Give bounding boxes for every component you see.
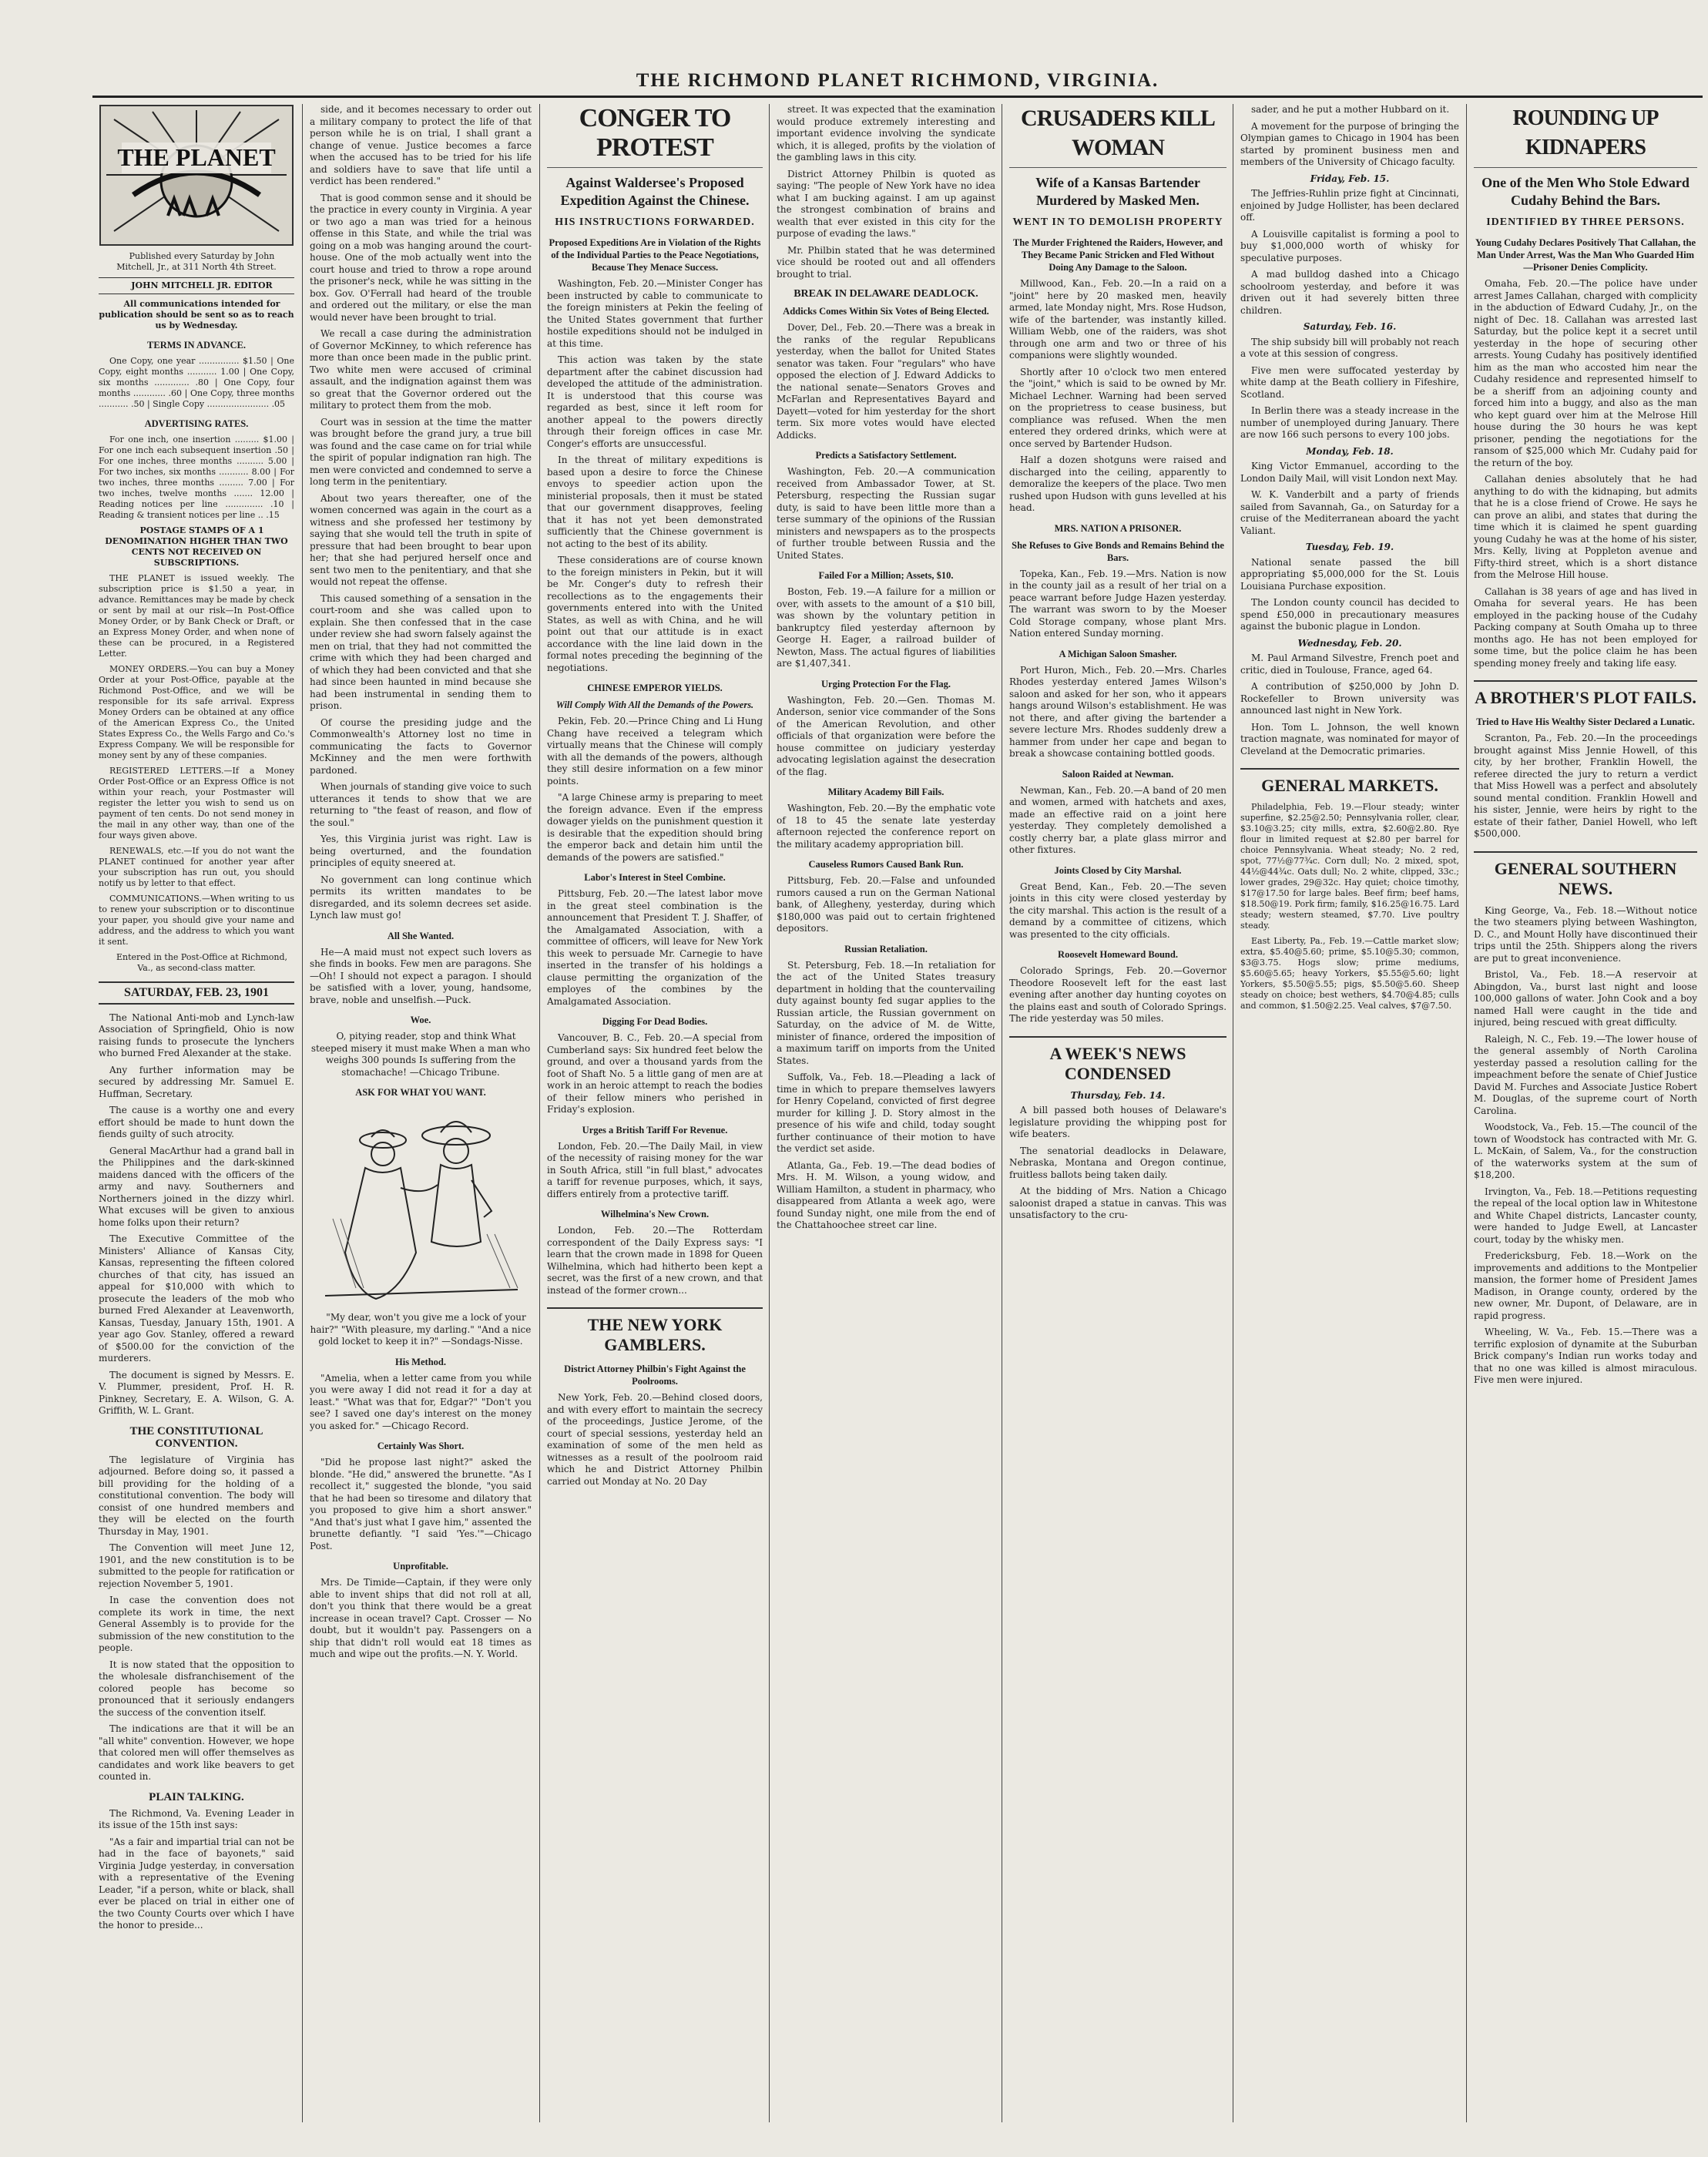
article-paragraph: Pittsburg, Feb. 20.—The latest labor move in the great steel combination is the announcement that President T. J. Shaffer, of the Amalgamated Association, with a committee of officers, will leave for New York this week to persuade Mr. Carnegie to have inserted in the transfer of his holdings a clause permitting the organization of the employes of the combines by the Amalgamated Association. bbox=[547, 888, 763, 1007]
terms-text: One Copy, one year ............... $1.50 | One Copy, eight months ........... 1.00 | One Copy, six months ............. .80 | One Copy, four months ............ .60 | One Copy, three months ........... .50 | Single Copy ....................... .05 bbox=[99, 356, 294, 409]
kicker: HIS INSTRUCTIONS FORWARDED. bbox=[555, 216, 755, 228]
article-paragraph: Vancouver, B. C., Feb. 20.—A special from Cumberland says: Six hundred feet below the ground, and over a thousand yards from the foot of Shaft No. 5 a little gang of men are at work in an heroic attempt to reach the bodies of their fellow miners who perished in Friday's explosion. bbox=[547, 1032, 763, 1115]
subhead: The Murder Frightened the Raiders, However, and They Became Panic Stricken and Fled Without Doing Any Damage to the Saloon. bbox=[1012, 237, 1223, 273]
column-rule bbox=[539, 104, 540, 2122]
column-two bbox=[310, 104, 532, 2122]
headline-brothers-plot: A BROTHER'S PLOT FAILS. bbox=[1474, 680, 1697, 708]
article-paragraph: Woodstock, Va., Feb. 15.—The council of the town of Woodstock has contracted with Mr. G. L. McKain, of Salem, Va., for the construction of the waterworks system at the sum of $18,200. bbox=[1474, 1122, 1697, 1180]
article-paragraph: Millwood, Kan., Feb. 20.—In a raid on a "joint" here by 20 masked men, heavily armed, late Monday night, Mrs. Rose Hudson, wife of the bartender, was instantly killed. William Webb, one of the raiders, was shot through one arm and two or three of his companions were slightly wounded. bbox=[1009, 278, 1226, 361]
article-paragraph: Washington, Feb. 20.—Gen. Thomas M. Anderson, senior vice commander of the Sons of the American Revolution, and other officials of that organization were before the house committee on judiciary yesterday advocating legislation against the desecration of the flag. bbox=[777, 694, 995, 777]
humor-heading: His Method. bbox=[395, 1356, 446, 1367]
article-paragraph: Irvington, Va., Feb. 18.—Petitions requesting the repeal of the local option law in Whitestone and White Chapel districts, Lancaster county, were handed to Judge Ewell, at Lancaster court, today by the whisky men. bbox=[1474, 1186, 1697, 1245]
article-paragraph: Raleigh, N. C., Feb. 19.—The lower house of the general assembly of North Carolina yesterday passed a resolution calling for the impeachment before the senate of Chief Justice David M. Furches and Associate Justice Robert M. Douglas, of the supreme court of North Carolina. bbox=[1474, 1033, 1697, 1116]
convention-paragraph: The legislature of Virginia has adjourned. Before doing so, it passed a bill providing for the holding of a constitutional convention. The body will consist of one hundred members and they will be elected on the fourth Thursday in May, 1901. bbox=[99, 1454, 294, 1537]
article-paragraph: Wheeling, W. Va., Feb. 15.—There was a terrific explosion of dynamite at the Suburban Brick company's Indian run works today and that no one was killed is almost miraculous. Five men were injured. bbox=[1474, 1327, 1697, 1385]
article-paragraph: Hon. Tom L. Johnson, the well known traction magnate, was nominated for mayor of Cleveland at the Democratic primaries. bbox=[1240, 721, 1459, 756]
article-paragraph: That is good common sense and it should be the practice in every county in Virginia. A year or two ago a man was tried for a heinous offense in this State, and while the trial was going on a mob was hanging around the court-house. One of the mob actually went into the court house and tried to throw a rope around the prisoner's neck, while he was sitting in the box. Gov. O'Ferrall had heard of the trouble and ordered out the military, or else the man would never have been brought to trial. bbox=[310, 192, 532, 323]
article-paragraph: Fredericksburg, Feb. 18.—Work on the improvements and additions to the Montpelier mansion, the former home of President James Madison, in Orange county, ordered by the new owner, Mr. Dupont, of Delaware, are in rapid progress. bbox=[1474, 1250, 1697, 1321]
editorial-paragraph: The National Anti-mob and Lynch-law Association of Springfield, Ohio is now raising funds to prosecute the lynchers who burned Fred Alexander at the stake. bbox=[99, 1011, 294, 1058]
article-paragraph: Of course the presiding judge and the Commonwealth's Attorney lost no time in communicating the facts to Governor McKinney and the men were forthwith pardoned. bbox=[310, 716, 532, 776]
subhead: Predicts a Satisfactory Settlement. bbox=[815, 450, 957, 461]
article-paragraph: Washington, Feb. 20.—By the emphatic vote of 18 to 45 the senate late yesterday afternoon rejected the conference report on the military academy appropriation bill. bbox=[777, 803, 995, 850]
column-rule bbox=[302, 104, 303, 2122]
subhead: Proposed Expeditions Are in Violation of the Rights of the Individual Parties to the Peace Negotiations, Because They Menace Success. bbox=[549, 237, 761, 273]
market-report: Philadelphia, Feb. 19.—Flour steady; winter superfine, $2.25@2.50; Pennsylvania roller, clear, $3.10@3.25; city mills, extra, $2.60@2.80. Rye flour in limited request at $2.80 per barrel for choice Pennsylvania. Wheat steady; No. 2 red, spot, 77½@77¾c. Corn dull; No. 2 mixed, spot, 44½@44¾c. Oats dull; No. 2 white, clipped, 33c.; lower grades, 29@32c. Hay quiet; choice timothy, $17@17.50 for large bales. Beef firm; beef hams, $18.50@19. Pork firm; family, $16.25@16.75. Lard steady; western steamed, $7.70. Live poultry steady. bbox=[1240, 802, 1459, 931]
subhead: Failed For a Million; Assets, $10. bbox=[818, 570, 954, 581]
humor-text: Mrs. De Timide—Captain, if they were only able to invent ships that did not roll at all, don't you think that there would be a great increase in ocean travel? Capt. Crosser — No doubt, but it wouldn't pay. Passengers on a ship that didn't roll would eat 18 times as much and wipe out the profits.—N. Y. World. bbox=[310, 1577, 532, 1659]
article-paragraph: Five men were suffocated yesterday by white damp at the Beath colliery in Fifeshire, Scotland. bbox=[1240, 364, 1459, 400]
article-paragraph: We recall a case during the administration of Governor McKinney, to which reference has more than once been made in the public print. Two white men were accused of criminal assault, and the indignation against them was so great that the Governor ordered out the military to protect them from the mob. bbox=[310, 328, 532, 411]
kicker: WENT IN TO DEMOLISH PROPERTY bbox=[1012, 216, 1223, 228]
article-paragraph: Bristol, Va., Feb. 18.—A reservoir at Abingdon, Va., burst last night and loose 100,000 gallons of water. John Cook and a boy named Hall were caught in the tide and injured, being rescued with great difficulty. bbox=[1474, 969, 1697, 1028]
subhead: Military Academy Bill Fails. bbox=[827, 787, 945, 797]
day-heading: Wednesday, Feb. 20. bbox=[1297, 637, 1402, 649]
publisher-line: Published every Saturday by John Mitchell, Jr., at 311 North 4th Street. bbox=[116, 251, 277, 272]
illustration-caption: "My dear, won't you give me a lock of your hair?" "With pleasure, my darling." "And a nice gold locket to keep it in?" —Sondags-Nisse. bbox=[310, 1312, 532, 1347]
headline-crusaders: CRUSADERS KILL WOMAN bbox=[1009, 104, 1226, 168]
article-paragraph: District Attorney Philbin is quoted as saying: "The people of New York have no idea what I am bucking against. I am up against the strongest combination of brains and wealth that ever existed in this city for the purpose of evading the laws." bbox=[777, 168, 995, 239]
article-paragraph: This action was taken by the state department after the cabinet discussion had developed the attitude of the administration. It is understood that this course was regarded as best, since it left room for another appeal to the powers directly through their foreign offices in case Mr. Conger's efforts are unsuccessful. bbox=[547, 354, 763, 449]
day-heading: Friday, Feb. 15. bbox=[1310, 173, 1390, 184]
article-paragraph: The ship subsidy bill will probably not reach a vote at this session of congress. bbox=[1240, 336, 1459, 359]
headline-southern-news: GENERAL SOUTHERN NEWS. bbox=[1474, 851, 1697, 899]
article-paragraph: side, and it becomes necessary to order out a military company to protect the life of that person while he is on trial, I shall grant a change of venue. Justice becomes a farce when the accused has to be tried for his life and soldiers have to save that life until a verdict has been rendered." bbox=[310, 104, 532, 186]
editorial-paragraph: The document is signed by Messrs. E. V. Plummer, president, Prof. H. R. Pinkney, Secretary, E. A. Wilson, G. A. Griffith, W. L. Grant. bbox=[99, 1369, 294, 1416]
entered-notice: Entered in the Post-Office at Richmond, Va., as second-class matter. bbox=[116, 952, 288, 973]
article-paragraph: sader, and he put a mother Hubbard on it. bbox=[1251, 104, 1450, 115]
article-paragraph: No government can long continue which permits its written mandates to be disregarded, and its solemn decrees set aside. Lynch law must go! bbox=[310, 874, 532, 921]
headline-conger: CONGER TO PROTEST bbox=[547, 104, 763, 168]
article-paragraph: Pittsburg, Feb. 20.—False and unfounded rumors caused a run on the German National bank, of Allegheny, yesterday, during which $180,000 was paid out to certain frightened depositors. bbox=[777, 875, 995, 934]
subhead: Russian Retaliation. bbox=[844, 943, 928, 954]
article-paragraph: Newman, Kan., Feb. 20.—A band of 20 men and women, armed with hatchets and axes, made an effective raid on a joint here yesterday. They completely demolished a costly cherry bar, a plate glass mirror and other fixtures. bbox=[1009, 784, 1226, 855]
subhead: Urges a British Tariff For Revenue. bbox=[582, 1124, 728, 1136]
editorial-paragraph: Any further information may be secured by addressing Mr. Samuel E. Huffman, Secretary. bbox=[99, 1064, 294, 1099]
convention-paragraph: It is now stated that the opposition to the wholesale disfranchisement of the colored people has become so pronounced that it seriously endangers the success of the convention itself. bbox=[99, 1659, 294, 1718]
article-paragraph: Pekin, Feb. 20.—Prince Ching and Li Hung Chang have received a telegram which virtually means that the Chinese will comply with all the demands of the powers, although they still desire information on a few minor points. bbox=[547, 716, 763, 787]
deck: Against Waldersee's Proposed Expedition Against the Chinese. bbox=[560, 175, 750, 208]
subhead: District Attorney Philbin's Fight Against the Poolrooms. bbox=[564, 1364, 746, 1387]
subhead: Roosevelt Homeward Bound. bbox=[1058, 949, 1178, 960]
subhead: Wilhelmina's New Crown. bbox=[600, 1209, 710, 1219]
column-rule bbox=[769, 104, 770, 2122]
subhead: Addicks Comes Within Six Votes of Being Elected. bbox=[783, 306, 989, 317]
headline-gamblers: THE NEW YORK GAMBLERS. bbox=[547, 1307, 763, 1355]
column-six bbox=[1240, 104, 1459, 2122]
communications-text: COMMUNICATIONS.—When writing to us to renew your subscription or to discontinue your paper, you should give your name and address, and the address to which you want it sent. bbox=[99, 894, 294, 947]
subhead: Joints Closed by City Marshal. bbox=[1054, 864, 1182, 876]
humor-text: "Amelia, when a letter came from you while you were away I did not read it for a day at least." "What was that for, Edgar?" "Don't you see? I saved one day's interest on the money you asked for." —Chicago Record. bbox=[310, 1372, 532, 1431]
kicker: IDENTIFIED BY THREE PERSONS. bbox=[1486, 216, 1685, 228]
article-paragraph: Suffolk, Va., Feb. 18.—Pleading a lack of time in which to prepare themselves lawyers for Henry Copeland, convicted of first degree murder for killing J. D. Story almost in the presence of his wife and child, today sought further continuance of their motion to have the verdict set aside. bbox=[777, 1072, 995, 1154]
subhead: Causeless Rumors Caused Bank Run. bbox=[808, 859, 964, 870]
article-paragraph: "A large Chinese army is preparing to meet the foreign advance. Even if the empress dowager yields on the punishment question it is desirable that the expedition should bring the emperor back and detain him until the demands of the powers are satisfied." bbox=[547, 792, 763, 863]
column-three bbox=[547, 104, 763, 2122]
plain-talking-paragraph: The Richmond, Va. Evening Leader in its issue of the 15th inst says: bbox=[99, 1807, 294, 1830]
subhead: Digging For Dead Bodies. bbox=[602, 1016, 708, 1027]
deck: One of the Men Who Stole Edward Cudahy Behind the Bars. bbox=[1481, 175, 1690, 208]
article-paragraph: The Jeffries-Ruhlin prize fight at Cincinnati, enjoined by Judge Hollister, has been declared off. bbox=[1240, 188, 1459, 223]
article-paragraph: Half a dozen shotguns were raised and discharged into the ceiling, apparently to demoralize the keepers of the place. Two men rushed upon Hudson with guns levelled at his head. bbox=[1009, 455, 1226, 513]
day-heading: Saturday, Feb. 16. bbox=[1303, 321, 1397, 332]
article-paragraph: Great Bend, Kan., Feb. 20.—The seven joints in this city were closed yesterday by the city marshal. This action is the result of a demand by a committee of citizens, which was presented to the city officials. bbox=[1009, 881, 1226, 940]
article-paragraph: At the bidding of Mrs. Nation a Chicago saloonist draped a statue in canvas. This was unsatisfactory to the cru- bbox=[1009, 1186, 1226, 1220]
article-paragraph: Callahan is 38 years of age and has lived in Omaha for several years. He has been employed in the packing house of the Cudahy Packing company at South Omaha up to three months ago. He has not been employed for some time, but the police claim he has been spending money freely and taking life easy. bbox=[1474, 585, 1697, 669]
article-paragraph: A mad bulldog dashed into a Chicago schoolroom yesterday, and before it was driven out it had severely bitten three children. bbox=[1240, 269, 1459, 316]
subhead: Saloon Raided at Newman. bbox=[1062, 768, 1174, 780]
convention-heading: THE CONSTITUTIONAL CONVENTION. bbox=[129, 1424, 263, 1450]
article-paragraph: London, Feb. 20.—The Rotterdam correspondent of the Daily Express says: "I learn that the crown made in 1898 for Queen Wilhelmina, which had hitherto been kept a secret, was the first of a new crown, and that instead of the former crown... bbox=[547, 1225, 763, 1296]
svg-text:THE PLANET: THE PLANET bbox=[117, 143, 276, 171]
humor-heading: Certainly Was Short. bbox=[377, 1441, 465, 1451]
article-paragraph: W. K. Vanderbilt and a party of friends sailed from Savannah, Ga., on Saturday for a cruise of the Mediterranean aboard the yacht Valiant. bbox=[1240, 489, 1459, 536]
article-paragraph: About two years thereafter, one of the women concerned was again in the court as a witness and she professed her testimony by saying that she would tell the truth in spite of pressure that had been brought to bear upon her; that she had perjured herself once and sent two men to the penitentiary, and that she would not repeat the offense. bbox=[310, 492, 532, 587]
illustration-heading: ASK FOR WHAT YOU WANT. bbox=[355, 1087, 486, 1098]
article-paragraph: A movement for the purpose of bringing the Olympian games to Chicago in 1904 has been started by prominent business men and members of the University of Chicago faculty. bbox=[1240, 120, 1459, 167]
article-paragraph: Omaha, Feb. 20.—The police have under arrest James Callahan, charged with complicity in the abduction of Edward Cudahy, Jr., on the night of Dec. 18. Callahan was arrested last Saturday, but the police kept it a secret until yesterday in the hope of securing other arrests. Young Cudahy has positively identified him as the man who accosted him near the Cudahy residence and represented himself to be a sheriff from an adjoining county and forced him into a buggy, and also as the man who kept guard over him at the Melrose Hill house during the 30 hours he was kept prisoner, pending the negotiations for the ransom of $25,000 which Mr. Cudahy paid for the return of the boy. bbox=[1474, 278, 1697, 468]
humor-heading: Unprofitable. bbox=[393, 1561, 448, 1572]
article-paragraph: King George, Va., Feb. 18.—Without notice the two steamers plying between Washington, D. C., and Mount Holly have discontinued their trips until the 25th. Shippers along the rivers are put to great inconvenience. bbox=[1474, 904, 1697, 964]
headline-kidnapers: ROUNDING UP KIDNAPERS bbox=[1474, 104, 1697, 168]
article-paragraph: King Victor Emmanuel, according to the London Daily Mail, will visit London next May. bbox=[1240, 461, 1459, 484]
column-editorial bbox=[99, 104, 294, 2122]
article-paragraph: St. Petersburg, Feb. 18.—In retaliation for the act of the United States treasury department in holding that the countervailing duty against bounty fed sugar applies to the Russian article, the Russian government on Saturday, on the advice of M. de Witte, minister of finance, ordered the imposition of a maximum tariff on imports from the United States. bbox=[777, 959, 995, 1066]
article-paragraph: Shortly after 10 o'clock two men entered the "joint," which is said to be owned by Mr. Michael Lechner. Warning had been served on the proprietress to cease business, but compliance was refused. When the men entered they ordered drinks, which were at once served by Bartender Hudson. bbox=[1009, 366, 1226, 449]
headline-markets: GENERAL MARKETS. bbox=[1240, 768, 1459, 796]
day-heading: Monday, Feb. 18. bbox=[1306, 445, 1394, 457]
article-paragraph: National senate passed the bill appropriating $5,000,000 for the St. Louis Louisiana Purchase exposition. bbox=[1240, 556, 1459, 592]
subhead: Urging Protection For the Flag. bbox=[821, 678, 951, 689]
subhead: MRS. NATION A PRISONER. bbox=[1054, 522, 1182, 534]
communications-notice: All communications intended for publication should be sent so as to reach us by Wednesday. bbox=[99, 299, 294, 330]
convention-paragraph: The indications are that it will be an "all white" convention. However, we hope that colored men will offer themselves as candidates and work like beavers to get counted in. bbox=[99, 1723, 294, 1782]
subhead: Tried to Have His Wealthy Sister Declared a Lunatic. bbox=[1476, 716, 1695, 727]
column-rule bbox=[1466, 104, 1467, 2122]
convention-paragraph: In case the convention does not complete its work in time, the next General Assembly is to provide for the submission of the new constitution to the people. bbox=[99, 1595, 294, 1653]
editorial-paragraph: The Executive Committee of the Ministers' Alliance of Kansas City, Kansas, representing the fifteen colored churches of that city, has issued an appeal for $10,000 with which to prosecute the leaders of the mob who burned Fred Alexander at Leavenworth, Kansas, Tuesday, January 15th, 1901. A year ago Gov. Stanley, offered a reward of $500.00 for the conviction of the murderers. bbox=[99, 1233, 294, 1364]
subhead: Young Cudahy Declares Positively That Callahan, the Man Under Arrest, Was the Man Who Guarded Him—Prisoner Denies Complicity. bbox=[1475, 237, 1696, 273]
article-paragraph: When journals of standing give voice to such utterances it tends to show that we are returning to "the feast of reason, and flow of the soul." bbox=[310, 781, 532, 828]
plain-talking-paragraph: "As a fair and impartial trial can not be had in the face of bayonets," said Virginia Judge yesterday, in conversation with a representative of the Evening Leader, "if a person, white or black, shall ever be placed on trial in either one of the two County Courts over which I have the honor to preside... bbox=[99, 1836, 294, 1931]
subhead: Labor's Interest in Steel Combine. bbox=[584, 872, 726, 883]
advertising-text: For one inch, one insertion ......... $1.00 | For one inch each subsequent insertion .50 | For one inches, three months .......... 5.00 | For two inches, six months ........... 8.00 | For two inches, three months ......... 7.00 | For two inches, twelve months ....... 12.00 | Reading notices per line .............. .10 | Reading & transient notices per line .. .15 bbox=[99, 434, 294, 520]
article-paragraph: Mr. Philbin stated that he was determined vice should be rooted out and all offenders brought to trial. bbox=[777, 244, 995, 280]
humor-text: He—A maid must not expect such lovers as she finds in books. Few men are paragons. She—Oh! I should not expect a paragon. I should be satisfied with a lover, young, handsome, brave, noble and unselfish.—Puck. bbox=[310, 946, 532, 1005]
article-paragraph: In Berlin there was a steady increase in the number of unemployed during January. There are now 166 such persons to every 100 jobs. bbox=[1240, 405, 1459, 440]
article-paragraph: The London county council has decided to spend £50,000 in precautionary measures against the bubonic plague in London. bbox=[1240, 597, 1459, 632]
article-paragraph: A Louisville capitalist is forming a pool to buy $1,000,000 worth of whisky for speculative purposes. bbox=[1240, 228, 1459, 263]
couple-illustration bbox=[310, 1103, 532, 1307]
article-paragraph: Dover, Del., Feb. 20.—There was a break in the ranks of the regular Republicans yesterday, when the ballot for United States senator was taken. Four "regulars" who have opposed the election of J. Edward Addicks to the national senate—Senators Groves and McFarlan and Representatives Bayard and Dayett—voted for him yesterday for the short term. Six more votes would have elected Addicks. bbox=[777, 322, 995, 441]
day-heading: Tuesday, Feb. 19. bbox=[1305, 542, 1394, 552]
humor-text: "Did he propose last night?" asked the blonde. "He did," answered the brunette. "As I recollect it," suggested the blonde, "you said that he had been so tiresome and dilatory that you proposed to give him a short answer." "And that's just what I gave him," assented the brunette defiantly. "I said 'Yes.'"—Chicago Post. bbox=[310, 1457, 532, 1551]
article-paragraph: Scranton, Pa., Feb. 20.—In the proceedings brought against Miss Jennie Howell, of this city, by her brother, Franklin Howell, the referee directed the jury to return a verdict that Miss Howell was a perfect and absolutely sound mental condition. Franklin Howell and his sister, Jennie, were heirs by right to the estate of their father, Daniel Howell, who left $500,000. bbox=[1474, 733, 1697, 839]
article-paragraph: London, Feb. 20.—The Daily Mail, in view of the necessity of raising money for the war in South Africa, still "in full blast," advocates a tariff for revenue purposes, which, it says, differs entirely from a protective tariff. bbox=[547, 1140, 763, 1199]
editorial-paragraph: General MacArthur had a grand ball in the Philippines and the dark-skinned maidens danced with the officers of the army and navy. Southerners and Northerners joined in the dizzy whirl. What excuses will be given to anxious home folks upon their return? bbox=[99, 1145, 294, 1228]
page-masthead: THE RICHMOND PLANET RICHMOND, VIRGINIA. bbox=[92, 66, 1703, 98]
article-paragraph: These considerations are of course known to the foreign ministers in Pekin, but it will be Mr. Conger's duty to refresh their recollections as to the engagements their governments entered into with the United States, as well as with China, and he will point out that our attitude is in exact accordance with the line laid down in the formal notes preceding the beginning of the negotiations. bbox=[547, 555, 763, 673]
terms-heading: TERMS IN ADVANCE. bbox=[147, 340, 246, 351]
humor-heading: All She Wanted. bbox=[387, 930, 455, 941]
advertising-heading: ADVERTISING RATES. bbox=[144, 418, 249, 429]
column-seven bbox=[1474, 104, 1697, 2122]
article-paragraph: M. Paul Armand Silvestre, French poet and critic, died in Toulouse, France, aged 64. bbox=[1240, 652, 1459, 676]
article-paragraph: This caused something of a sensation in the court-room and she was called upon to explain. She then confessed that in the case under review she had sworn falsely against the men on trial, that they had not committed the crime with which they had been charged and of which they had been convicted and that she had since been haunted in mind because she had been instrumental in sending them to prison. bbox=[310, 592, 532, 711]
money-orders-notice: MONEY ORDERS.—You can buy a Money Order at your Post-Office, payable at the Richmond Post-Office, and we will be responsible for its safe arrival. Express Money Orders can be obtained at any office of the American Express Co., the United States Express Co., the Wells Fargo and Co.'s Express Company. We will be responsible for money sent by any of these companies. bbox=[99, 664, 294, 760]
humor-text: O, pitying reader, stop and think What steeped misery it must make When a man who weighs 300 pounds Is suffering from the stomachache! —Chicago Tribune. bbox=[310, 1031, 531, 1078]
article-paragraph: A bill passed both houses of Delaware's legislature providing the whipping post for wife beaters. bbox=[1009, 1105, 1226, 1139]
article-paragraph: street. It was expected that the examination would produce extremely interesting and important evidence involving the syndicate which, it is alleged, profits by the violation of the gambling laws in this city. bbox=[777, 104, 995, 163]
article-paragraph: Colorado Springs, Feb. 20.—Governor Theodore Roosevelt left for the east last evening after another day hunting coyotes on the plains east and south of Colorado Springs. The ride yesterday was 50 miles. bbox=[1009, 965, 1226, 1024]
article-paragraph: Boston, Feb. 19.—A failure for a million or over, with assets to the amount of a $10 bill, was shown by the voluntary petition in bankruptcy filed yesterday afternoon by George H. Eager, a railroad builder of Newton, Mass. The actual figures of liabilities are $1,407,341. bbox=[777, 586, 995, 669]
subhead: BREAK IN DELAWARE DEADLOCK. bbox=[794, 288, 978, 300]
postage-notice: POSTAGE STAMPS OF A 1 DENOMINATION HIGHER THAN TWO CENTS NOT RECEIVED ON SUBSCRIPTIONS. bbox=[105, 525, 288, 568]
subhead: CHINESE EMPEROR YIELDS. bbox=[587, 683, 723, 693]
issue-date: SATURDAY, FEB. 23, 1901 bbox=[99, 981, 294, 1005]
article-paragraph: Washington, Feb. 20.—A communication received from Ambassador Tower, at St. Petersburg, respecting the Russian sugar duty, is said to have been little more than a terse summary of the opinions of the Russian ministers and newspapers as to the prospects of further trouble between Russia and the United States. bbox=[777, 466, 995, 561]
article-paragraph: The senatorial deadlocks in Delaware, Nebraska, Montana and Oregon continue, fruitless ballots being taken daily. bbox=[1009, 1145, 1226, 1180]
renewals-notice: RENEWALS, etc.—If you do not want the PLANET continued for another year after your subscription has run out, you should notify us by letter to that effect. bbox=[99, 846, 294, 888]
article-paragraph: A contribution of $250,000 by John D. Rockefeller to Brown university was announced last night in New York. bbox=[1240, 681, 1459, 716]
convention-paragraph: The Convention will meet June 12, 1901, and the new constitution is to be submitted to the people for ratification or rejection November 5, 1901. bbox=[99, 1542, 294, 1589]
article-paragraph: Callahan denies absolutely that he had anything to do with the kidnaping, but admits that he is a close friend of Crowe. He says he can prove an alibi, and states that during the time which it is claimed he spent guarding young Cudahy he was at the home of his sister, Mrs. Kelly, living at Poppleton avenue and Fifty-third street, which is a short distance from the Melrose Hill house. bbox=[1474, 474, 1697, 580]
registered-notice: REGISTERED LETTERS.—If a Money Order Post-Office or an Express Office is not within your reach, your Postmaster will register the letter you wish to send us on payment of ten cents. Do not send money in the mail in any other way, than one of the four ways given above. bbox=[99, 766, 294, 840]
article-paragraph: Atlanta, Ga., Feb. 19.—The dead bodies of Mrs. H. M. Wilson, a young widow, and William Hamilton, a student in pharmacy, who disappeared from Atlanta a week ago, were found Sunday night, one mile from the end of the Chattahoochee street car line. bbox=[777, 1159, 995, 1230]
humor-heading: Woe. bbox=[410, 1015, 431, 1025]
subhead: She Refuses to Give Bonds and Remains Behind the Bars. bbox=[1012, 539, 1224, 563]
day-heading: Thursday, Feb. 14. bbox=[1070, 1089, 1166, 1101]
column-five bbox=[1009, 104, 1226, 2122]
article-paragraph: Yes, this Virginia jurist was right. Law is being overturned, and the foundation principles of equity sneered at. bbox=[310, 834, 532, 868]
column-four bbox=[777, 104, 995, 2122]
headline-weeks-news: A WEEK'S NEWS CONDENSED bbox=[1009, 1036, 1226, 1084]
subhead: Will Comply With All the Demands of the Powers. bbox=[555, 699, 754, 710]
article-paragraph: New York, Feb. 20.—Behind closed doors, and with every effort to maintain the secrecy of the proceedings, Justice Jerome, of the court of special sessions, yesterday held an examination of some of the men held as witnesses as a result of the poolroom raid which he and District Attorney Philbin carried out Monday at No. 20 Day bbox=[547, 1392, 763, 1487]
market-report: East Liberty, Pa., Feb. 19.—Cattle market slow; extra, $5.40@5.60; prime, $5.10@5.30; common, $3@3.75. Hogs slow; prime mediums, $5.60@5.65; heavy Yorkers, $5.55@5.60; light Yorkers, $5.50@5.55; pigs, $5.50@5.60. Sheep steady on choice; best wethers, $4.70@4.85; culls and common, $1.50@2.25. Veal calves, $7@7.50. bbox=[1240, 936, 1459, 1011]
article-paragraph: Washington, Feb. 20.—Minister Conger has been instructed by cable to communicate to the foreign ministers at Pekin the feeling of the United States government that further hostile expeditions should not be indulged in at this time. bbox=[547, 278, 763, 349]
planet-logo bbox=[99, 104, 294, 247]
article-paragraph: In the threat of military expeditions is based upon a desire to force the Chinese envoys to speedier action upon the ministerial proposals, then it must be stated that our government disapproves, feeling that it has not yet been demonstrated sufficiently that the Chinese government is not acting to the best of its ability. bbox=[547, 455, 763, 549]
article-paragraph: Court was in session at the time the matter was brought before the grand jury, a true bill was found and the case came on for trial while the spirit of popular indignation ran high. The men were convicted and condemned to serve a long term in the penitentiary. bbox=[310, 416, 532, 487]
deck: Wife of a Kansas Bartender Murdered by Masked Men. bbox=[1035, 175, 1200, 208]
subhead: A Michigan Saloon Smasher. bbox=[1059, 648, 1177, 659]
plain-talking-heading: PLAIN TALKING. bbox=[149, 1790, 244, 1803]
article-paragraph: Topeka, Kan., Feb. 19.—Mrs. Nation is now in the county jail as a result of her trial on a peace warrant before Judge Hazen yesterday. The warrant was sworn to by the Moeser Cold Storage company, whose plant Mrs. Nation entered Sunday morning. bbox=[1009, 568, 1226, 639]
article-paragraph: Port Huron, Mich., Feb. 20.—Mrs. Charles Rhodes yesterday entered James Wilson's saloon and asked for her son, who it appears hangs around Wilson's establishment. He was not there, and after giving the bartender a severe lecture Mrs. Rhodes suddenly drew a hammer from under her cape and began to break a showcase containing bottled goods. bbox=[1009, 664, 1226, 759]
editorial-paragraph: The cause is a worthy one and every effort should be made to hunt down the fiends guilty of such atrocity. bbox=[99, 1105, 294, 1139]
subscription-notice: THE PLANET is issued weekly. The subscription price is $1.50 a year, in advance. Remittances may be made by check or sent by mail at our risk—In Post-Office Money Order, or by Bank Check or Draft, or an Express Money Order, and when none of these can be procured, in a Registered Letter. bbox=[99, 573, 294, 659]
editor-line: JOHN MITCHELL JR. EDITOR bbox=[99, 277, 294, 294]
